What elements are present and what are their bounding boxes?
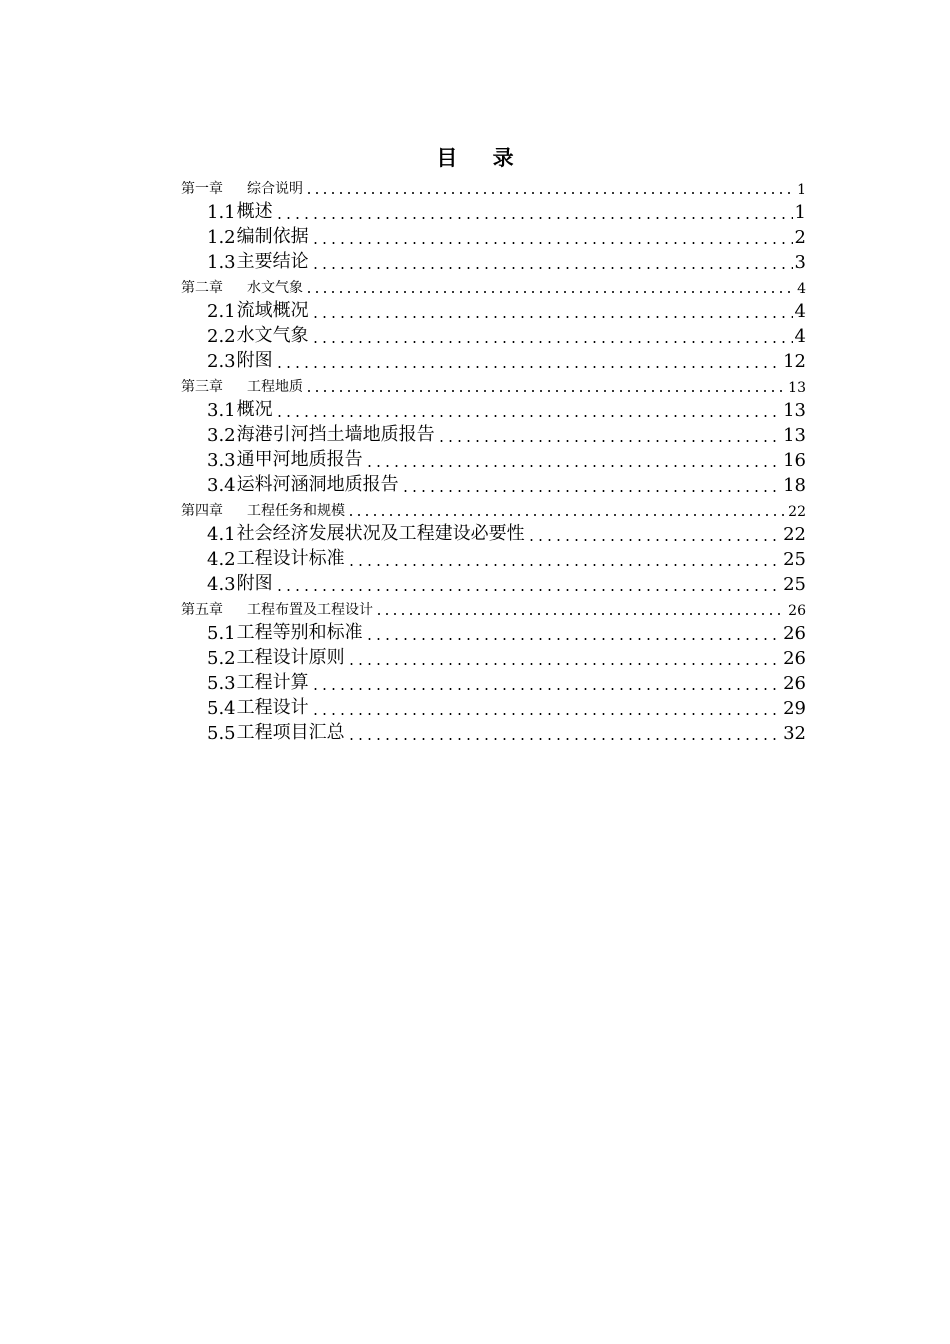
toc-entry-title: 综合说明 xyxy=(247,181,303,197)
toc-entry[interactable] xyxy=(181,619,806,644)
dot-leader xyxy=(347,663,781,665)
toc-entry-number: 第二章 xyxy=(181,280,223,296)
toc-entry-title: 编制依据 xyxy=(236,226,309,247)
dot-leader xyxy=(365,638,781,640)
toc-entry-page: 25 xyxy=(783,549,806,570)
dot-leader xyxy=(311,267,793,269)
toc-entry-number: 5.5 xyxy=(207,723,236,744)
toc-entry-title: 海港引河挡土墙地质报告 xyxy=(236,424,435,445)
toc-entry[interactable] xyxy=(181,570,806,595)
dot-leader xyxy=(305,192,795,194)
toc-entry[interactable] xyxy=(181,198,806,223)
toc-entry-number: 4.1 xyxy=(207,524,236,545)
toc-entry[interactable] xyxy=(181,372,806,396)
toc-entry[interactable] xyxy=(181,322,806,347)
toc-entry[interactable] xyxy=(181,446,806,471)
toc-entry-title: 附图 xyxy=(236,350,273,371)
toc-entry[interactable] xyxy=(181,347,806,372)
dot-leader xyxy=(347,564,781,566)
toc-entry-number: 4.3 xyxy=(207,574,236,595)
toc-entry[interactable] xyxy=(181,694,806,719)
toc-entry-page: 32 xyxy=(783,723,806,744)
toc-entry-page: 26 xyxy=(783,648,806,669)
toc-entry-title: 流域概况 xyxy=(236,300,309,321)
toc-entry[interactable] xyxy=(181,421,806,446)
toc-entry[interactable] xyxy=(181,223,806,248)
toc-entry[interactable] xyxy=(181,496,806,520)
toc-entry-page: 4 xyxy=(797,281,806,297)
toc-entry-number: 第四章 xyxy=(181,503,223,519)
toc-entry-page: 16 xyxy=(783,450,806,471)
toc-entry-number: 1.1 xyxy=(207,202,236,223)
toc-entry-number: 4.2 xyxy=(207,549,236,570)
toc-entry-title: 工程布置及工程设计 xyxy=(247,602,373,618)
toc-entry-page: 1 xyxy=(794,202,806,223)
toc-entry-title: 概况 xyxy=(236,399,273,420)
toc-entry-title: 水文气象 xyxy=(236,325,309,346)
toc-entry-title: 社会经济发展状况及工程建设必要性 xyxy=(236,523,525,544)
toc-entry-page: 12 xyxy=(783,351,806,372)
toc-entry[interactable] xyxy=(181,644,806,669)
toc-entry[interactable] xyxy=(181,396,806,421)
dot-leader xyxy=(311,688,781,690)
toc-entry-page: 2 xyxy=(794,227,806,248)
toc-entry-page: 13 xyxy=(783,425,806,446)
dot-leader xyxy=(275,217,793,219)
toc-entry-title: 工程等别和标准 xyxy=(236,622,363,643)
toc-entry[interactable] xyxy=(181,174,806,198)
dot-leader xyxy=(311,316,793,318)
toc-entry-page: 4 xyxy=(794,301,806,322)
dot-leader xyxy=(275,366,781,368)
toc-entry-number: 2.2 xyxy=(207,326,236,347)
toc-entry-page: 13 xyxy=(783,400,806,421)
toc-entry-page: 13 xyxy=(788,380,806,396)
toc-title: 目 录 xyxy=(436,146,528,170)
toc-entry-page: 22 xyxy=(783,524,806,545)
toc-entry-title: 运料河涵洞地质报告 xyxy=(236,474,399,495)
toc-entry-title: 主要结论 xyxy=(236,251,309,272)
toc-entry-number: 5.4 xyxy=(207,698,236,719)
toc-entry[interactable] xyxy=(181,248,806,273)
toc-entry-number: 第一章 xyxy=(181,181,223,197)
toc-entry[interactable] xyxy=(181,545,806,570)
toc-entry-title: 工程地质 xyxy=(247,379,303,395)
toc-entry-title: 工程任务和规模 xyxy=(247,503,345,519)
dot-leader xyxy=(311,242,793,244)
toc-entry-number: 3.2 xyxy=(207,425,236,446)
dot-leader xyxy=(311,341,793,343)
toc-entry-number: 1.2 xyxy=(207,227,236,248)
dot-leader xyxy=(305,390,786,392)
dot-leader xyxy=(365,465,781,467)
toc-entry-number: 5.2 xyxy=(207,648,236,669)
toc-entry-number: 3.4 xyxy=(207,475,236,496)
toc-entry-title: 工程项目汇总 xyxy=(236,722,345,743)
toc-entry-page: 26 xyxy=(783,623,806,644)
toc-entry-number: 2.1 xyxy=(207,301,236,322)
toc-entry-page: 1 xyxy=(797,182,806,198)
dot-leader xyxy=(275,415,781,417)
dot-leader xyxy=(347,738,781,740)
toc-entry-number: 3.1 xyxy=(207,400,236,421)
toc-entry[interactable] xyxy=(181,669,806,694)
dot-leader xyxy=(437,440,781,442)
dot-leader xyxy=(375,613,786,615)
toc-entry-title: 工程设计原则 xyxy=(236,647,345,668)
dot-leader xyxy=(347,514,786,516)
toc-entry-page: 18 xyxy=(783,475,806,496)
toc-entry-title: 水文气象 xyxy=(247,280,303,296)
toc-entry-page: 22 xyxy=(788,504,806,520)
table-of-contents xyxy=(181,174,806,744)
toc-entry-number: 3.3 xyxy=(207,450,236,471)
toc-entry[interactable] xyxy=(181,595,806,619)
toc-entry-title: 通甲河地质报告 xyxy=(236,449,363,470)
toc-entry-page: 4 xyxy=(794,326,806,347)
dot-leader xyxy=(275,589,781,591)
toc-entry-page: 26 xyxy=(788,603,806,619)
toc-entry[interactable] xyxy=(181,297,806,322)
toc-entry-number: 第三章 xyxy=(181,379,223,395)
toc-entry-number: 1.3 xyxy=(207,252,236,273)
toc-entry[interactable] xyxy=(181,719,806,744)
dot-leader xyxy=(527,539,781,541)
toc-entry-page: 26 xyxy=(783,673,806,694)
toc-entry-title: 概述 xyxy=(236,201,273,222)
dot-leader xyxy=(305,291,795,293)
toc-entry-number: 第五章 xyxy=(181,602,223,618)
toc-entry-page: 25 xyxy=(783,574,806,595)
dot-leader xyxy=(311,713,781,715)
toc-entry-title: 工程设计标准 xyxy=(236,548,345,569)
toc-entry[interactable] xyxy=(181,520,806,545)
toc-entry[interactable] xyxy=(181,273,806,297)
toc-entry-page: 3 xyxy=(794,252,806,273)
toc-entry-number: 2.3 xyxy=(207,351,236,372)
toc-entry-title: 工程设计 xyxy=(236,697,309,718)
toc-entry-title: 附图 xyxy=(236,573,273,594)
toc-entry-page: 29 xyxy=(783,698,806,719)
toc-entry-title: 工程计算 xyxy=(236,672,309,693)
toc-entry[interactable] xyxy=(181,471,806,496)
toc-entry-number: 5.1 xyxy=(207,623,236,644)
dot-leader xyxy=(401,490,781,492)
toc-entry-number: 5.3 xyxy=(207,673,236,694)
